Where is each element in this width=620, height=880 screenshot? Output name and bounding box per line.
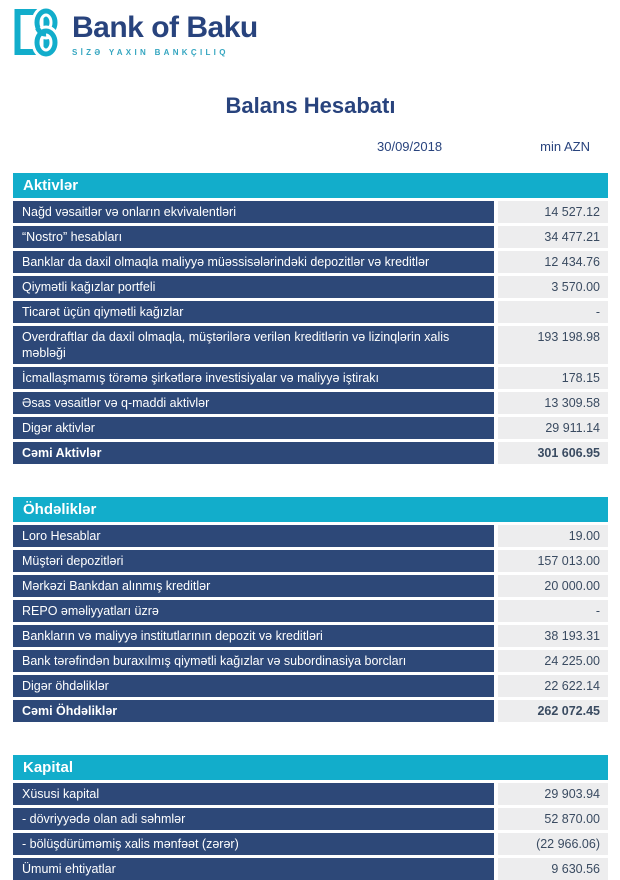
row-value: 29 911.14 <box>498 417 608 439</box>
row-value: 19.00 <box>498 525 608 547</box>
table-row <box>13 367 608 389</box>
row-label: “Nostro” hesabları <box>13 226 494 248</box>
row-label: Əsas vəsaitlər və q-maddi aktivlər <box>13 392 494 414</box>
section-header: Aktivlər <box>13 173 608 198</box>
row-label: Qiymətli kağızlar portfeli <box>13 276 494 298</box>
row-value: 24 225.00 <box>498 650 608 672</box>
row-label: Xüsusi kapital <box>13 783 494 805</box>
row-value: 301 606.95 <box>498 442 608 464</box>
table-row <box>13 550 608 572</box>
table-row <box>13 575 608 597</box>
brand-text <box>72 4 258 57</box>
row-label: Digər aktivlər <box>13 417 494 439</box>
section-header: Kapital <box>13 755 608 780</box>
row-label: Cəmi Aktivlər <box>13 442 494 464</box>
table-row <box>13 276 608 298</box>
row-label: Müştəri depozitləri <box>13 550 494 572</box>
row-value: 29 903.94 <box>498 783 608 805</box>
page-title: Balans Hesabatı <box>225 93 396 118</box>
row-value: 22 622.14 <box>498 675 608 697</box>
row-value: 262 072.45 <box>498 700 608 722</box>
row-value: 9 630.56 <box>498 858 608 880</box>
table-row <box>13 700 608 722</box>
brand-name: Bank of Baku <box>72 11 258 44</box>
unit-label: min AZN <box>540 139 590 155</box>
table-row <box>13 201 608 223</box>
row-value: 14 527.12 <box>498 201 608 223</box>
report-meta <box>13 139 608 155</box>
row-value: 193 198.98 <box>498 326 608 364</box>
row-value: (22 966.06) <box>498 833 608 855</box>
row-label: - dövriyyədə olan adi səhmlər <box>13 808 494 830</box>
row-value: 13 309.58 <box>498 392 608 414</box>
row-label: Nağd vəsaitlər və onların ekvivalentləri <box>13 201 494 223</box>
row-value: 12 434.76 <box>498 251 608 273</box>
table-row <box>13 392 608 414</box>
table-row <box>13 858 608 880</box>
row-label: Bankların və maliyyə institutlarının depozit və kreditləri <box>13 625 494 647</box>
row-value: - <box>498 301 608 323</box>
row-value: 34 477.21 <box>498 226 608 248</box>
table-row <box>13 442 608 464</box>
row-label: Loro Hesablar <box>13 525 494 547</box>
row-label: REPO əməliyyatları üzrə <box>13 600 494 622</box>
table-row <box>13 226 608 248</box>
row-value: 178.15 <box>498 367 608 389</box>
bank-of-baku-logo-icon <box>13 5 63 65</box>
row-value: 157 013.00 <box>498 550 608 572</box>
table-row <box>13 600 608 622</box>
row-label: Overdraftlar da daxil olmaqla, müştərilərə verilən kreditlərin və lizinqlərin xalis məbləği <box>13 326 494 364</box>
table-row <box>13 417 608 439</box>
table-row <box>13 625 608 647</box>
section-kapital <box>13 755 608 880</box>
brand-tagline: SİZƏ YAXIN BANKÇILIQ <box>72 48 229 57</box>
table-row <box>13 783 608 805</box>
table-row <box>13 808 608 830</box>
row-value: 38 193.31 <box>498 625 608 647</box>
section-aktivlər <box>13 173 608 464</box>
row-label: Ümumi ehtiyatlar <box>13 858 494 880</box>
row-label: Ticarət üçün qiymətli kağızlar <box>13 301 494 323</box>
table-row <box>13 251 608 273</box>
row-value: 52 870.00 <box>498 808 608 830</box>
table-row <box>13 301 608 323</box>
row-value: 20 000.00 <box>498 575 608 597</box>
row-label: Banklar da daxil olmaqla maliyyə müəssisələrindəki depozitlər və kreditlər <box>13 251 494 273</box>
row-label: Digər öhdəliklər <box>13 675 494 697</box>
row-label: Bank tərəfindən buraxılmış qiymətli kağızlar və subordinasiya borcları <box>13 650 494 672</box>
table-row <box>13 326 608 364</box>
table-row <box>13 525 608 547</box>
row-label: İcmallaşmamış törəmə şirkətlərə investisiyalar və maliyyə iştirakı <box>13 367 494 389</box>
row-label: - bölüşdürüməmiş xalis mənfəət (zərər) <box>13 833 494 855</box>
table-row <box>13 650 608 672</box>
row-label: Cəmi Öhdəliklər <box>13 700 494 722</box>
brand-header <box>13 4 608 65</box>
row-label: Mərkəzi Bankdan alınmış kreditlər <box>13 575 494 597</box>
report-date: 30/09/2018 <box>377 139 443 155</box>
section-öhdəliklər <box>13 497 608 722</box>
table-row <box>13 833 608 855</box>
row-value: - <box>498 600 608 622</box>
section-header: Öhdəliklər <box>13 497 608 522</box>
table-row <box>13 675 608 697</box>
row-value: 3 570.00 <box>498 276 608 298</box>
balance-table <box>13 173 608 880</box>
